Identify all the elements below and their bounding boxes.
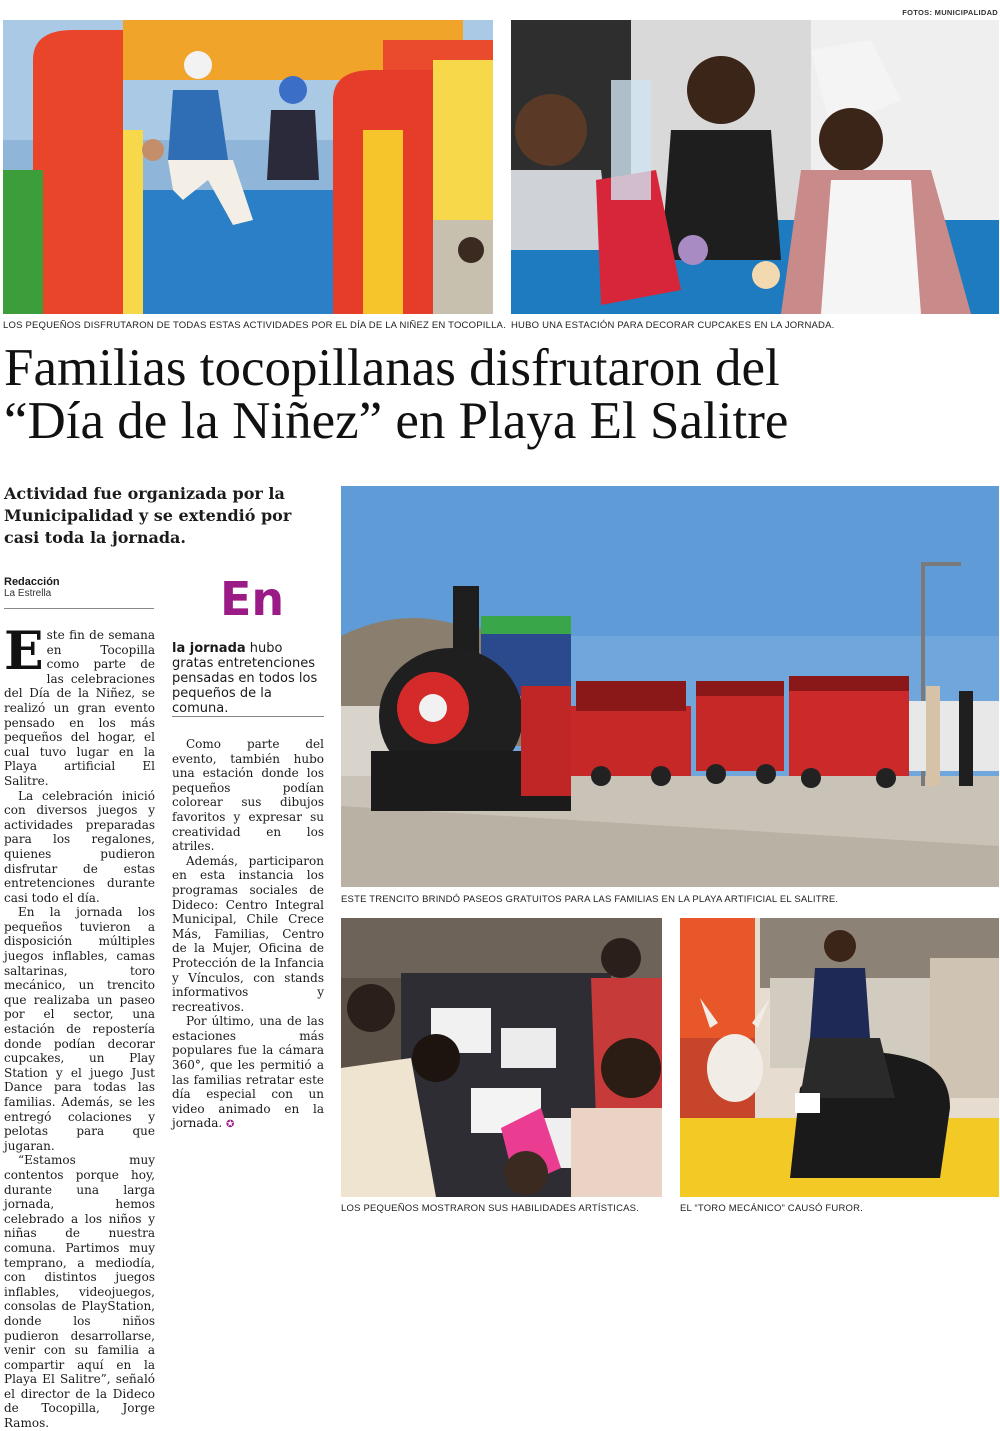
body-paragraph-1: Este fin de semana en Tocopilla como parte de las celebraciones del Día de la Niñez, se realizó un gran evento pensado en los más pequeños del hogar, el cual tuvo lugar en la Playa artificial El Salitre. <box>4 621 155 788</box>
photo-train <box>341 486 999 887</box>
photo-cupcake-station <box>511 20 999 314</box>
pullquote-text: la jornada hubo gratas entretenciones pensadas en todos los pequeños de la comuna. <box>172 641 318 716</box>
pullquote-initial: En <box>220 572 285 626</box>
caption-bull: EL “TORO MECÁNICO” CAUSÓ FUROR. <box>680 1203 864 1214</box>
body-paragraph-6: Además, participaron en esta instancia los programas sociales de Dideco: Centro Integral Municipal, Chile Crece Más, Familias, Centro de la Mujer, Oficina de Protección de la Infancia y Vínculos, con stands informativos y recreativos. <box>172 853 324 1014</box>
photo-drawing-station <box>341 918 662 1197</box>
deck-subtitle: Actividad fue organizada por la Municipalidad y se extendió por casi toda la jornada. <box>4 484 292 547</box>
caption-cupcakes: HUBO UNA ESTACIÓN PARA DECORAR CUPCAKES EN LA JORNADA. <box>511 320 835 331</box>
body-column-2 <box>172 737 324 1225</box>
drop-cap: E <box>4 621 44 682</box>
byline-author: Redacción <box>4 576 60 588</box>
photo-mechanical-bull <box>680 918 999 1197</box>
photo-credit: FOTOS: MUNICIPALIDAD <box>902 8 998 17</box>
byline-rule <box>4 608 154 609</box>
body-paragraph-7: Por último, una de las estaciones más populares fue la cámara 360°, que les permitió a las familias retratar este día especial con un video animado en la jornada. ✪ <box>172 1014 324 1131</box>
body-paragraph-2: La celebración inició con diversos juegos y actividades preparadas para los regalones, quienes pudieron disfrutar de estas entretenciones durante casi todo el día. <box>4 788 155 905</box>
body-paragraph-5: Como parte del evento, también hubo una estación donde los pequeños podían colorear sus dibujos favoritos y expresar su creatividad en los atriles. <box>172 737 324 854</box>
body-column-1 <box>4 621 155 1431</box>
body-paragraph-4: “Estamos muy contentos porque hoy, durante una larga jornada, hemos celebrado a los niños y niñas de nuestra comuna. Partimos muy temprano, a mediodía, con distintos juegos inflables, videojuegos, consolas de PlayStation, donde los niños pudieron desarrollarse, venir con su familia a compartir aquí en la Playa El Salitre”, señaló el director de la Dideco de Tocopilla, Jorge Ramos. <box>4 1153 155 1431</box>
photo-inflatable-slide <box>3 20 493 314</box>
end-mark-icon: ✪ <box>226 1119 235 1131</box>
caption-drawing: LOS PEQUEÑOS MOSTRARON SUS HABILIDADES ARTÍSTICAS. <box>341 1203 640 1214</box>
pullquote-rule <box>172 716 324 717</box>
body-paragraph-3: En la jornada los pequeños tuvieron a disposición múltiples juegos inflables, camas saltarinas, toro mecánico, un trencito que realizaba un paseo por el sector, una estación de repostería donde podían decorar cupcakes, un Play Station y el juego Just Dance para todas las familias. Además, se les entregó colaciones y pelotas para que jugaran. <box>4 905 155 1153</box>
headline-line-2: “Día de la Niñez” en Playa El Salitre <box>4 392 789 450</box>
headline <box>4 339 998 450</box>
byline-publication: La Estrella <box>4 588 52 599</box>
byline <box>4 576 60 599</box>
caption-slide: LOS PEQUEÑOS DISFRUTARON DE TODAS ESTAS ACTIVIDADES POR EL DÍA DE LA NIÑEZ EN TOCOPILLA. <box>3 320 506 331</box>
headline-line-1: Familias tocopillanas disfrutaron del <box>4 339 780 397</box>
caption-train: ESTE TRENCITO BRINDÓ PASEOS GRATUITOS PARA LAS FAMILIAS EN LA PLAYA ARTIFICIAL EL SALITRE. <box>341 894 839 905</box>
